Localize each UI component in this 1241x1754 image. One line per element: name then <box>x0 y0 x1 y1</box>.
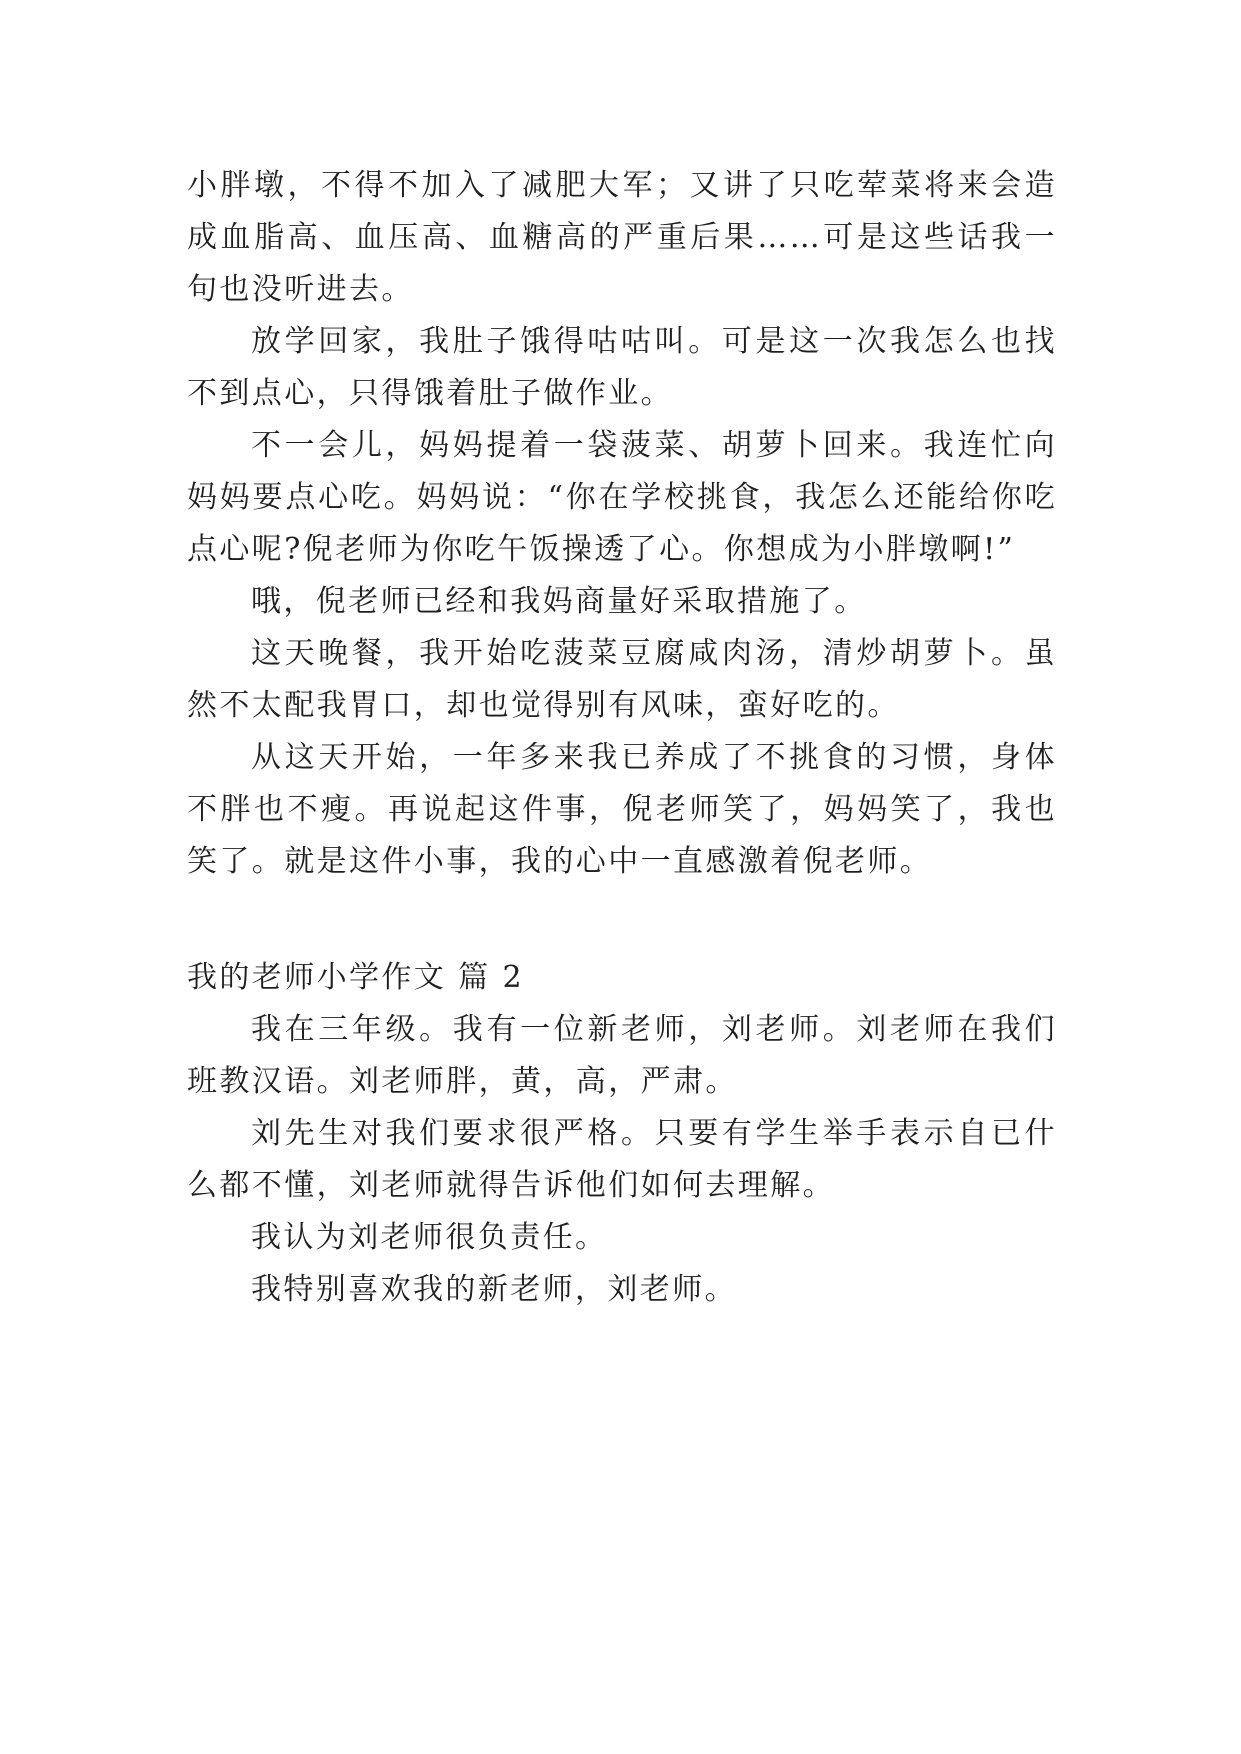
paragraph: 放学回家，我肚子饿得咕咕叫。可是这一次我怎么也找不到点心，只得饿着肚子做作业。 <box>187 324 1057 411</box>
paragraph: 不一会儿，妈妈提着一袋菠菜、胡萝卜回来。我连忙向妈妈要点心吃。妈妈说：“你在学校挑食，我怎么还能给你吃点心呢?倪老师为你吃午饭操透了心。你想成为小胖墩啊!” <box>187 428 1057 567</box>
paragraph: 从这天开始，一年多来我已养成了不挑食的习惯，身体不胖也不瘦。再说起这件事，倪老师笑了，妈妈笑了，我也笑了。就是这件小事，我的心中一直感激着倪老师。 <box>187 740 1057 879</box>
paragraph: 哦，倪老师已经和我妈商量好采取措施了。 <box>251 584 867 619</box>
document-page <box>187 160 1057 1316</box>
paragraph: 我特别喜欢我的新老师，刘老师。 <box>251 1272 737 1307</box>
paragraph: 小胖墩，不得不加入了减肥大军；又讲了只吃荤菜将来会造成血脂高、血压高、血糖高的严重后果……可是这些话我一句也没听进去。 <box>187 168 1057 307</box>
paragraph: 刘先生对我们要求很严格。只要有学生举手表示自已什么都不懂，刘老师就得告诉他们如何去理解。 <box>187 1116 1057 1203</box>
paragraph: 我认为刘老师很负责任。 <box>251 1220 608 1255</box>
section-title: 我的老师小学作文 篇 2 <box>187 960 524 995</box>
paragraph: 这天晚餐，我开始吃菠菜豆腐咸肉汤，清炒胡萝卜。虽然不太配我胃口，却也觉得别有风味，蛮好吃的。 <box>187 636 1057 723</box>
paragraph: 我在三年级。我有一位新老师，刘老师。刘老师在我们班教汉语。刘老师胖，黄，高，严肃。 <box>187 1012 1057 1099</box>
